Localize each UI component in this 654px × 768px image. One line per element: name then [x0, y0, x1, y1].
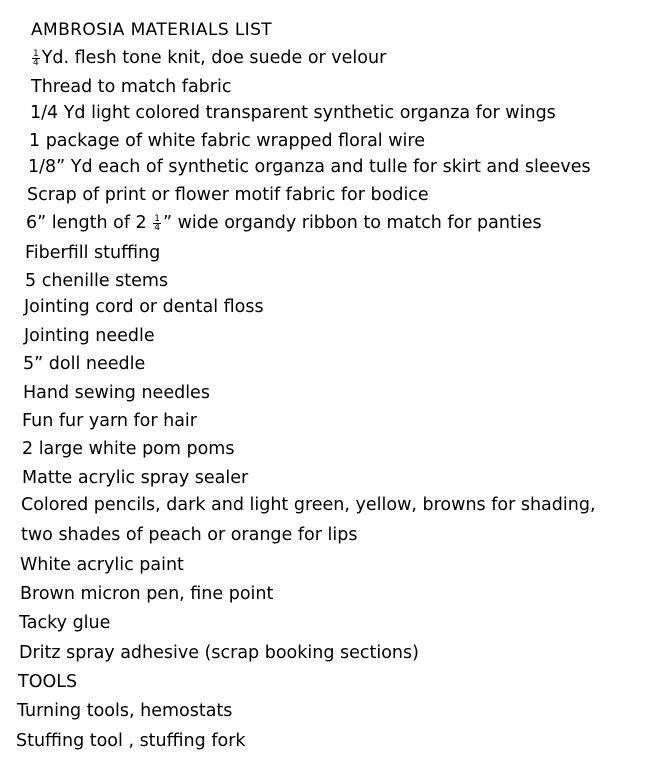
list-item: 5 chenille stems	[25, 271, 169, 291]
list-item: 2 large white pom poms	[22, 439, 235, 459]
list-item: Jointing needle	[24, 326, 155, 346]
list-item: Thread to match fabric	[31, 77, 232, 97]
list-item: Colored pencils, dark and light green, yellow, browns for shading,	[21, 495, 596, 515]
list-item: Scrap of print or flower motif fabric for bodice	[27, 185, 429, 205]
list-item: Turning tools, hemostats	[17, 701, 233, 721]
list-item: Brown micron pen, fine point	[20, 584, 274, 604]
list-item: 1 package of white fabric wrapped floral wire	[29, 131, 425, 151]
list-item: TOOLS	[18, 672, 78, 692]
fraction: $\frac{1}{4}$	[154, 213, 160, 233]
list-item: Jointing cord or dental floss	[24, 297, 264, 317]
list-item: Tacky glue	[19, 613, 111, 633]
list-item: 6” length of 2 $\frac{1}{4}$ ” wide organdy ribbon to match for panties	[26, 213, 542, 233]
list-item: Matte acrylic spray sealer	[22, 468, 249, 488]
list-item: Hand sewing needles	[23, 383, 210, 403]
list-item: Fun fur yarn for hair	[22, 411, 197, 431]
list-item: Stuffing tool , stuffing fork	[16, 731, 246, 751]
list-item: 1/4 Yd light colored transparent synthetic organza for wings	[30, 103, 556, 123]
list-item: two shades of peach or orange for lips	[21, 525, 358, 545]
fraction: $\frac{1}{4}$	[33, 48, 39, 68]
list-title: AMBROSIA MATERIALS LIST	[31, 20, 273, 40]
list-item: $\frac{1}{4}$ Yd. flesh tone knit, doe suede or velour	[33, 48, 387, 68]
list-item: 1/8” Yd each of synthetic organza and tulle for skirt and sleeves	[28, 157, 591, 177]
list-item: White acrylic paint	[20, 555, 184, 575]
list-item: Dritz spray adhesive (scrap booking sections)	[19, 643, 419, 663]
list-item: Fiberfill stuffing	[25, 243, 161, 263]
list-item: 5” doll needle	[23, 354, 146, 374]
